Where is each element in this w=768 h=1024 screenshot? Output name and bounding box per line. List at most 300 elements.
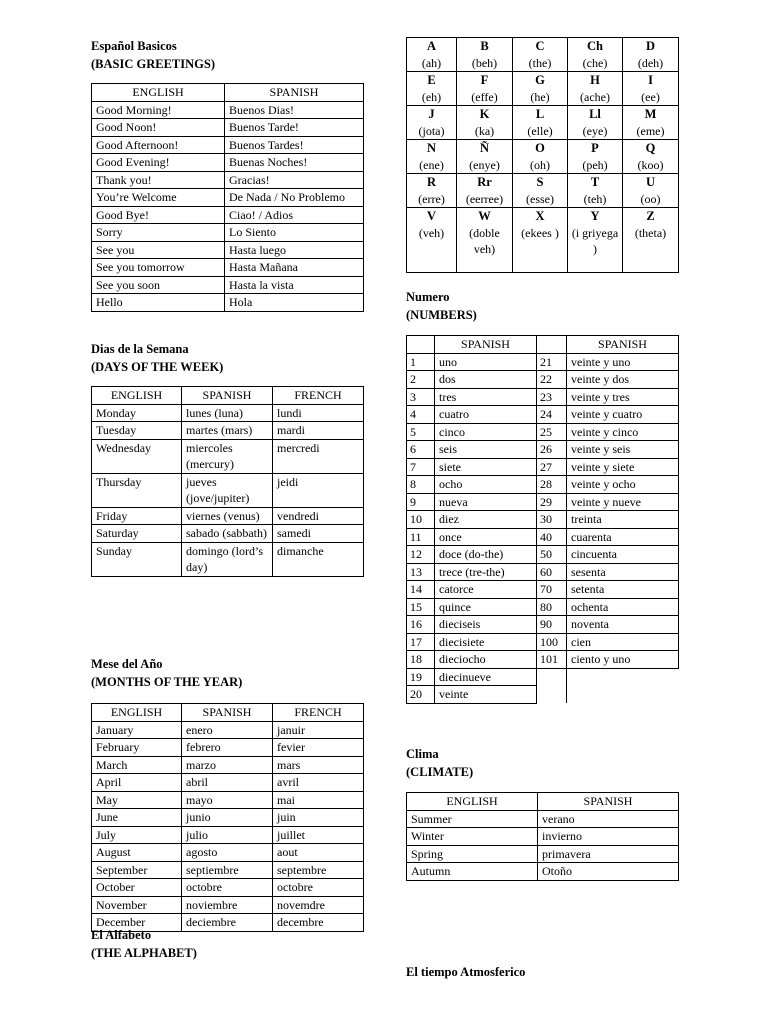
numbers-cell-spanish: setenta <box>567 581 679 599</box>
numbers-cell-spanish: veinte y nueve <box>567 493 679 511</box>
table-row <box>407 106 679 140</box>
numbers-empty-cell <box>537 668 567 686</box>
table-row <box>92 422 364 440</box>
alphabet-subtitle: (THE ALPHABET) <box>91 946 197 960</box>
table-row <box>407 668 679 686</box>
numbers-cell-spanish: dos <box>435 371 537 389</box>
alphabet-pronunciation: (eme) <box>636 123 665 138</box>
alphabet-letter: Y <box>590 209 600 223</box>
numbers-header-blank-2 <box>537 336 567 354</box>
alphabet-letter: T <box>590 175 600 189</box>
months-header-french: FRENCH <box>273 704 364 722</box>
alphabet-pronunciation: (esse) <box>526 191 554 206</box>
months-cell-french: aout <box>273 844 364 862</box>
numbers-cell-spanish: veinte y siete <box>567 458 679 476</box>
table-row <box>92 896 364 914</box>
table-row <box>407 863 679 881</box>
numbers-cell-number: 70 <box>537 581 567 599</box>
months-cell-french: octobre <box>273 879 364 897</box>
table-row <box>407 828 679 846</box>
months-cell-english: October <box>92 879 182 897</box>
alphabet-pronunciation: (ka) <box>474 123 495 138</box>
months-cell-spanish: febrero <box>182 739 273 757</box>
weather-title: El tiempo Atmosferico <box>406 965 526 979</box>
numbers-cell-spanish: trece (tre-the) <box>435 563 537 581</box>
numbers-cell-spanish: siete <box>435 458 537 476</box>
table-row <box>407 208 679 273</box>
numbers-cell-number: 50 <box>537 546 567 564</box>
table-row <box>407 633 679 651</box>
alphabet-cell <box>457 140 513 174</box>
numbers-cell-spanish: cuatro <box>435 406 537 424</box>
alphabet-cell <box>407 106 457 140</box>
alphabet-cell <box>457 106 513 140</box>
numbers-cell-number: 1 <box>407 353 435 371</box>
greetings-cell-spanish: De Nada / No Problemo <box>225 189 364 207</box>
months-cell-english: May <box>92 791 182 809</box>
alphabet-letter: F <box>480 73 489 87</box>
numbers-cell-number: 10 <box>407 511 435 529</box>
numbers-table <box>406 335 679 704</box>
days-table <box>91 386 364 577</box>
alphabet-letter: G <box>535 73 545 87</box>
months-cell-french: decembre <box>273 914 364 932</box>
alphabet-pronunciation: (elle) <box>527 123 553 138</box>
numbers-empty-cell <box>567 668 679 686</box>
greetings-cell-english: See you tomorrow <box>92 259 225 277</box>
alphabet-cell <box>513 106 568 140</box>
alphabet-cell <box>457 72 513 106</box>
alphabet-cell <box>513 38 568 72</box>
greetings-subtitle: (BASIC GREETINGS) <box>91 57 215 71</box>
greetings-cell-spanish: Gracias! <box>225 171 364 189</box>
table-row <box>407 476 679 494</box>
greetings-cell-english: Good Noon! <box>92 119 225 137</box>
table-row <box>407 546 679 564</box>
table-row <box>407 140 679 174</box>
numbers-cell-number: 11 <box>407 528 435 546</box>
alphabet-cell <box>407 72 457 106</box>
greetings-cell-spanish: Buenos Tardes! <box>225 136 364 154</box>
numbers-cell-number: 29 <box>537 493 567 511</box>
greetings-header-spanish: SPANISH <box>225 84 364 102</box>
numbers-cell-number: 18 <box>407 651 435 669</box>
greetings-cell-spanish: Hasta Mañana <box>225 259 364 277</box>
months-cell-french: avril <box>273 774 364 792</box>
alphabet-letter: X <box>535 209 545 223</box>
numbers-cell-spanish: ochenta <box>567 598 679 616</box>
greetings-cell-spanish: Buenos Dias! <box>225 101 364 119</box>
alphabet-cell <box>623 208 679 273</box>
numbers-cell-spanish: diecinueve <box>435 668 537 686</box>
days-cell-french: vendredi <box>273 507 364 525</box>
alphabet-title: El Alfabeto <box>91 928 152 942</box>
table-row <box>407 458 679 476</box>
days-cell-english: Wednesday <box>92 439 182 473</box>
alphabet-letter: B <box>480 39 489 53</box>
table-row <box>92 844 364 862</box>
months-cell-french: fevier <box>273 739 364 757</box>
table-row <box>92 542 364 576</box>
numbers-cell-number: 40 <box>537 528 567 546</box>
months-cell-french: juin <box>273 809 364 827</box>
alphabet-letter: Ll <box>589 107 601 121</box>
days-cell-spanish: jueves (jove/jupiter) <box>182 473 273 507</box>
numbers-cell-spanish: veinte y seis <box>567 441 679 459</box>
table-row <box>92 136 364 154</box>
months-cell-english: January <box>92 721 182 739</box>
table-row <box>92 224 364 242</box>
numbers-cell-spanish: veinte y cinco <box>567 423 679 441</box>
climate-table <box>406 792 679 881</box>
numbers-cell-spanish: doce (do-the) <box>435 546 537 564</box>
numbers-cell-number: 24 <box>537 406 567 424</box>
alphabet-letter: J <box>428 107 435 121</box>
table-row <box>92 507 364 525</box>
numbers-empty-cell <box>537 686 567 704</box>
greetings-cell-english: Thank you! <box>92 171 225 189</box>
table-row <box>92 439 364 473</box>
numbers-cell-spanish: tres <box>435 388 537 406</box>
months-cell-english: June <box>92 809 182 827</box>
numbers-cell-spanish: dieciseis <box>435 616 537 634</box>
numbers-cell-number: 30 <box>537 511 567 529</box>
table-row <box>407 563 679 581</box>
alphabet-table <box>406 37 679 273</box>
alphabet-pronunciation: (enye) <box>469 157 500 172</box>
table-row <box>92 525 364 543</box>
alphabet-pronunciation: (che) <box>582 55 608 70</box>
months-cell-spanish: deciembre <box>182 914 273 932</box>
months-cell-spanish: enero <box>182 721 273 739</box>
greetings-title: Español Basicos <box>91 39 177 53</box>
greetings-cell-english: Hello <box>92 294 225 312</box>
numbers-heading <box>406 288 477 324</box>
alphabet-pronunciation: (ene) <box>419 157 444 172</box>
days-cell-french: samedi <box>273 525 364 543</box>
numbers-cell-number: 3 <box>407 388 435 406</box>
climate-heading <box>406 745 473 781</box>
numbers-cell-number: 101 <box>537 651 567 669</box>
numbers-cell-spanish: veinte <box>435 686 537 704</box>
alphabet-pronunciation: (beh) <box>471 55 498 70</box>
climate-cell-spanish: Otoño <box>538 863 679 881</box>
table-row <box>92 861 364 879</box>
alphabet-heading <box>91 926 197 962</box>
numbers-cell-number: 60 <box>537 563 567 581</box>
numbers-cell-spanish: nueva <box>435 493 537 511</box>
table-row <box>92 809 364 827</box>
alphabet-letter: P <box>591 141 599 155</box>
numbers-cell-number: 7 <box>407 458 435 476</box>
months-cell-spanish: marzo <box>182 756 273 774</box>
days-cell-english: Tuesday <box>92 422 182 440</box>
alphabet-pronunciation: (the) <box>528 55 552 70</box>
table-row <box>92 721 364 739</box>
alphabet-pronunciation: (ekees ) <box>521 225 559 240</box>
alphabet-letter: U <box>645 175 656 189</box>
table-row <box>92 241 364 259</box>
table-row <box>92 259 364 277</box>
numbers-cell-number: 12 <box>407 546 435 564</box>
months-cell-english: March <box>92 756 182 774</box>
months-cell-french: mai <box>273 791 364 809</box>
alphabet-letter: A <box>426 39 437 53</box>
table-row <box>407 38 679 72</box>
alphabet-letter: W <box>478 209 491 223</box>
months-title: Mese del Año <box>91 657 163 671</box>
numbers-header-spanish-1: SPANISH <box>435 336 537 354</box>
months-cell-english: November <box>92 896 182 914</box>
table-row <box>92 739 364 757</box>
months-cell-spanish: junio <box>182 809 273 827</box>
numbers-header-blank-1 <box>407 336 435 354</box>
table-row <box>407 406 679 424</box>
alphabet-letter: E <box>427 73 436 87</box>
numbers-cell-spanish: cuarenta <box>567 528 679 546</box>
numbers-cell-number: 25 <box>537 423 567 441</box>
numbers-cell-number: 26 <box>537 441 567 459</box>
numbers-cell-number: 90 <box>537 616 567 634</box>
alphabet-cell <box>407 38 457 72</box>
table-row <box>407 598 679 616</box>
numbers-empty-cell <box>567 686 679 704</box>
greetings-cell-spanish: Lo Siento <box>225 224 364 242</box>
numbers-cell-number: 14 <box>407 581 435 599</box>
table-row <box>407 511 679 529</box>
table-row <box>407 810 679 828</box>
greetings-cell-english: Good Evening! <box>92 154 225 172</box>
numbers-cell-number: 8 <box>407 476 435 494</box>
months-cell-french: novemdre <box>273 896 364 914</box>
climate-header-spanish: SPANISH <box>538 793 679 811</box>
alphabet-cell <box>623 140 679 174</box>
alphabet-cell <box>568 174 623 208</box>
months-heading <box>91 655 242 691</box>
weather-heading <box>406 963 525 981</box>
climate-cell-english: Autumn <box>407 863 538 881</box>
alphabet-letter: N <box>426 141 437 155</box>
alphabet-cell <box>513 72 568 106</box>
numbers-cell-number: 13 <box>407 563 435 581</box>
table-row <box>92 276 364 294</box>
numbers-cell-spanish: cinco <box>435 423 537 441</box>
greetings-cell-english: Good Bye! <box>92 206 225 224</box>
greetings-cell-english: Good Morning! <box>92 101 225 119</box>
days-cell-french: mercredi <box>273 439 364 473</box>
numbers-cell-spanish: cincuenta <box>567 546 679 564</box>
alphabet-letter: D <box>645 39 656 53</box>
table-row <box>92 206 364 224</box>
numbers-cell-number: 5 <box>407 423 435 441</box>
months-cell-spanish: noviembre <box>182 896 273 914</box>
days-cell-french: mardi <box>273 422 364 440</box>
climate-header-english: ENGLISH <box>407 793 538 811</box>
alphabet-cell <box>407 174 457 208</box>
table-row <box>407 441 679 459</box>
alphabet-cell <box>513 174 568 208</box>
alphabet-letter: O <box>535 141 545 155</box>
alphabet-pronunciation: (ah) <box>421 55 442 70</box>
days-cell-spanish: miercoles (mercury) <box>182 439 273 473</box>
table-row <box>407 493 679 511</box>
months-table <box>91 703 364 932</box>
days-cell-french: lundi <box>273 404 364 422</box>
alphabet-letter: I <box>648 73 653 87</box>
numbers-cell-number: 2 <box>407 371 435 389</box>
numbers-cell-number: 19 <box>407 668 435 686</box>
greetings-cell-spanish: Hola <box>225 294 364 312</box>
days-header-english: ENGLISH <box>92 387 182 405</box>
table-row <box>92 879 364 897</box>
months-cell-english: February <box>92 739 182 757</box>
numbers-title: Numero <box>406 290 450 304</box>
numbers-cell-number: 9 <box>407 493 435 511</box>
alphabet-pronunciation: (ee) <box>641 89 660 104</box>
table-row <box>92 294 364 312</box>
alphabet-pronunciation: (i griyega ) <box>571 225 619 256</box>
climate-subtitle: (CLIMATE) <box>406 765 474 779</box>
months-cell-english: September <box>92 861 182 879</box>
alphabet-cell <box>623 72 679 106</box>
alphabet-cell <box>407 140 457 174</box>
table-row <box>407 528 679 546</box>
numbers-cell-spanish: veinte y tres <box>567 388 679 406</box>
days-cell-spanish: sabado (sabbath) <box>182 525 273 543</box>
months-cell-english: December <box>92 914 182 932</box>
alphabet-pronunciation: (ache) <box>580 89 610 104</box>
alphabet-pronunciation: (koo) <box>637 157 664 172</box>
greetings-cell-spanish: Buenos Tarde! <box>225 119 364 137</box>
months-cell-english: August <box>92 844 182 862</box>
numbers-cell-spanish: seis <box>435 441 537 459</box>
table-row <box>407 686 679 704</box>
numbers-cell-number: 100 <box>537 633 567 651</box>
numbers-cell-number: 21 <box>537 353 567 371</box>
numbers-cell-spanish: catorce <box>435 581 537 599</box>
days-cell-spanish: martes (mars) <box>182 422 273 440</box>
alphabet-cell <box>568 208 623 273</box>
alphabet-cell <box>623 174 679 208</box>
days-cell-french: jeidi <box>273 473 364 507</box>
table-row <box>407 845 679 863</box>
numbers-cell-spanish: treinta <box>567 511 679 529</box>
alphabet-cell <box>568 140 623 174</box>
table-row <box>92 404 364 422</box>
alphabet-pronunciation: (he) <box>530 89 550 104</box>
numbers-cell-spanish: once <box>435 528 537 546</box>
climate-cell-english: Winter <box>407 828 538 846</box>
months-cell-spanish: mayo <box>182 791 273 809</box>
alphabet-letter: R <box>426 175 437 189</box>
alphabet-letter: S <box>536 175 544 189</box>
greetings-cell-spanish: Hasta luego <box>225 241 364 259</box>
months-cell-english: April <box>92 774 182 792</box>
table-row <box>92 171 364 189</box>
table-row <box>92 473 364 507</box>
days-cell-french: dimanche <box>273 542 364 576</box>
days-cell-english: Saturday <box>92 525 182 543</box>
greetings-cell-english: See you <box>92 241 225 259</box>
table-row <box>92 101 364 119</box>
months-cell-spanish: octobre <box>182 879 273 897</box>
numbers-cell-spanish: sesenta <box>567 563 679 581</box>
days-cell-english: Monday <box>92 404 182 422</box>
days-cell-spanish: domingo (lord’s day) <box>182 542 273 576</box>
alphabet-pronunciation: (theta) <box>634 225 667 240</box>
days-cell-english: Thursday <box>92 473 182 507</box>
months-cell-spanish: septiembre <box>182 861 273 879</box>
climate-cell-spanish: primavera <box>538 845 679 863</box>
numbers-cell-spanish: ciento y uno <box>567 651 679 669</box>
alphabet-cell <box>568 72 623 106</box>
days-heading <box>91 340 223 376</box>
days-header-french: FRENCH <box>273 387 364 405</box>
greetings-header-english: ENGLISH <box>92 84 225 102</box>
alphabet-pronunciation: (erre) <box>418 191 445 206</box>
days-cell-spanish: viernes (venus) <box>182 507 273 525</box>
table-row <box>407 371 679 389</box>
greetings-heading <box>91 37 215 73</box>
numbers-cell-spanish: veinte y dos <box>567 371 679 389</box>
days-cell-spanish: lunes (luna) <box>182 404 273 422</box>
alphabet-cell <box>457 208 513 273</box>
alphabet-letter: Ch <box>587 39 603 53</box>
alphabet-letter: K <box>479 107 490 121</box>
numbers-cell-spanish: cien <box>567 633 679 651</box>
alphabet-pronunciation: (peh) <box>582 157 608 172</box>
numbers-cell-number: 28 <box>537 476 567 494</box>
numbers-cell-number: 15 <box>407 598 435 616</box>
alphabet-pronunciation: (jota) <box>418 123 445 138</box>
months-cell-english: July <box>92 826 182 844</box>
greetings-cell-english: You’re Welcome <box>92 189 225 207</box>
alphabet-letter: Z <box>646 209 655 223</box>
alphabet-cell <box>623 38 679 72</box>
alphabet-pronunciation: (eye) <box>582 123 608 138</box>
alphabet-letter: M <box>644 107 657 121</box>
months-cell-spanish: julio <box>182 826 273 844</box>
numbers-cell-spanish: veinte y uno <box>567 353 679 371</box>
numbers-cell-number: 22 <box>537 371 567 389</box>
numbers-cell-number: 16 <box>407 616 435 634</box>
climate-cell-spanish: verano <box>538 810 679 828</box>
table-row <box>92 154 364 172</box>
alphabet-letter: Rr <box>477 175 492 189</box>
months-subtitle: (MONTHS OF THE YEAR) <box>91 675 243 689</box>
table-row <box>407 651 679 669</box>
table-row <box>92 774 364 792</box>
table-row <box>407 581 679 599</box>
months-cell-spanish: agosto <box>182 844 273 862</box>
months-cell-spanish: abril <box>182 774 273 792</box>
numbers-cell-spanish: ocho <box>435 476 537 494</box>
alphabet-pronunciation: (eerree) <box>465 191 504 206</box>
numbers-subtitle: (NUMBERS) <box>406 308 477 322</box>
numbers-cell-number: 6 <box>407 441 435 459</box>
alphabet-cell <box>623 106 679 140</box>
table-row <box>92 791 364 809</box>
numbers-cell-spanish: noventa <box>567 616 679 634</box>
alphabet-pronunciation: (veh) <box>418 225 445 240</box>
alphabet-pronunciation: (effe) <box>471 89 498 104</box>
days-cell-english: Sunday <box>92 542 182 576</box>
greetings-cell-english: Good Afternoon! <box>92 136 225 154</box>
alphabet-letter: V <box>426 209 437 223</box>
table-row <box>92 756 364 774</box>
months-cell-french: januir <box>273 721 364 739</box>
numbers-cell-spanish: quince <box>435 598 537 616</box>
